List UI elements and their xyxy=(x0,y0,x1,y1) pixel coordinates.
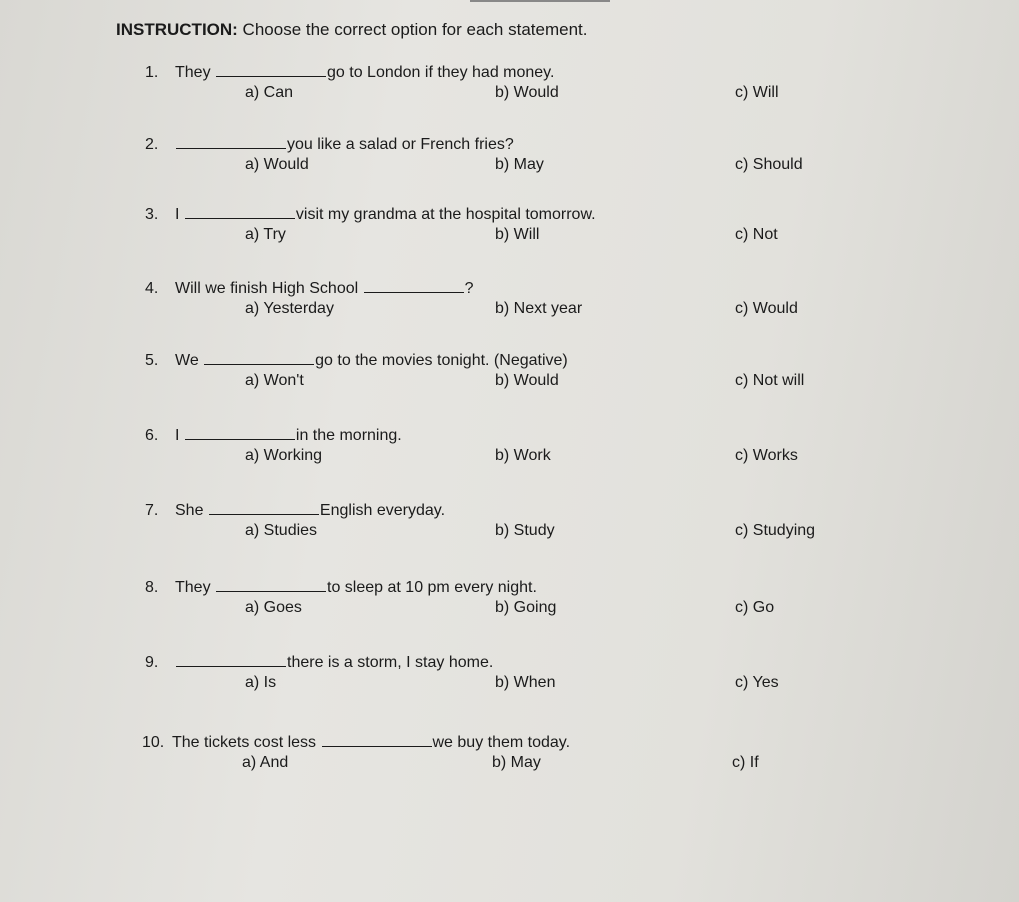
option-b[interactable]: b) Work xyxy=(495,447,551,464)
instruction-label: INSTRUCTION: xyxy=(116,20,238,39)
option-a[interactable]: a) Working xyxy=(245,447,323,464)
question-number: 2. xyxy=(145,136,159,153)
option-b[interactable]: b) When xyxy=(495,674,556,691)
page-top-edge xyxy=(470,0,610,2)
instruction xyxy=(116,20,587,40)
question-stem xyxy=(145,62,554,82)
question-7 xyxy=(145,500,905,550)
stem-before: The tickets cost less xyxy=(172,734,321,751)
option-c[interactable]: c) Yes xyxy=(735,674,779,691)
question-number: 6. xyxy=(145,427,159,444)
option-a[interactable]: a) Studies xyxy=(245,522,318,539)
stem-after: you like a salad or French fries? xyxy=(287,136,514,153)
question-stem xyxy=(145,652,493,672)
option-a[interactable]: a) Try xyxy=(245,226,286,243)
stem-before: Will we finish High School xyxy=(175,280,363,297)
answer-blank[interactable] xyxy=(204,350,314,365)
option-b[interactable]: b) May xyxy=(492,754,541,771)
option-a[interactable]: a) Is xyxy=(245,674,277,691)
question-stem xyxy=(145,278,474,298)
question-stem xyxy=(145,350,568,370)
question-3 xyxy=(145,204,905,254)
option-c[interactable]: c) Will xyxy=(735,84,779,101)
option-a[interactable]: a) And xyxy=(242,754,289,771)
option-c[interactable]: c) Go xyxy=(735,599,775,616)
stem-after: visit my grandma at the hospital tomorrow. xyxy=(295,206,596,223)
question-9 xyxy=(145,652,905,702)
option-b[interactable]: b) Would xyxy=(495,372,559,389)
option-c[interactable]: c) Would xyxy=(735,300,798,317)
answer-blank[interactable] xyxy=(176,652,286,667)
stem-before: We xyxy=(175,352,204,369)
question-stem xyxy=(145,425,402,445)
answer-blank[interactable] xyxy=(209,500,319,515)
stem-before: I xyxy=(175,206,184,223)
answer-blank[interactable] xyxy=(185,204,295,219)
stem-after: English everyday. xyxy=(319,502,446,519)
question-stem xyxy=(145,134,514,154)
stem-after: go to London if they had money. xyxy=(327,64,555,81)
stem-before: They xyxy=(175,64,216,81)
question-2 xyxy=(145,134,905,184)
option-c[interactable]: c) If xyxy=(732,754,759,771)
question-number: 9. xyxy=(145,654,159,671)
option-c[interactable]: c) Not xyxy=(735,226,778,243)
option-b[interactable]: b) Would xyxy=(495,84,559,101)
answer-blank[interactable] xyxy=(185,425,295,440)
stem-after: there is a storm, I stay home. xyxy=(287,654,494,671)
question-stem xyxy=(145,204,596,224)
option-c[interactable]: c) Works xyxy=(735,447,798,464)
stem-after: to sleep at 10 pm every night. xyxy=(327,579,537,596)
question-stem xyxy=(145,500,445,520)
option-a[interactable]: a) Can xyxy=(245,84,294,101)
question-number: 5. xyxy=(145,352,159,369)
option-a[interactable]: a) Would xyxy=(245,156,309,173)
stem-after: ? xyxy=(464,280,474,297)
question-number: 1. xyxy=(145,64,159,81)
stem-after: go to the movies tonight. (Negative) xyxy=(315,352,568,369)
answer-blank[interactable] xyxy=(176,134,286,149)
answer-blank[interactable] xyxy=(216,62,326,77)
question-stem xyxy=(142,732,570,752)
option-b[interactable]: b) Next year xyxy=(495,300,583,317)
option-b[interactable]: b) Will xyxy=(495,226,540,243)
option-a[interactable]: a) Yesterday xyxy=(245,300,334,317)
instruction-text: Choose the correct option for each statement. xyxy=(237,20,588,39)
answer-blank[interactable] xyxy=(216,577,326,592)
stem-after: in the morning. xyxy=(295,427,402,444)
option-b[interactable]: b) Study xyxy=(495,522,555,539)
question-number: 4. xyxy=(145,280,159,297)
option-c[interactable]: c) Should xyxy=(735,156,803,173)
question-number: 8. xyxy=(145,579,159,596)
question-number: 3. xyxy=(145,206,159,223)
option-c[interactable]: c) Studying xyxy=(735,522,816,539)
stem-after: we buy them today. xyxy=(432,734,571,751)
option-a[interactable]: a) Goes xyxy=(245,599,302,616)
stem-before: I xyxy=(175,427,184,444)
option-b[interactable]: b) Going xyxy=(495,599,557,616)
question-8 xyxy=(145,577,905,627)
option-c[interactable]: c) Not will xyxy=(735,372,805,389)
question-1 xyxy=(145,62,905,112)
question-5 xyxy=(145,350,905,400)
stem-before: They xyxy=(175,579,216,596)
stem-before: She xyxy=(175,502,208,519)
option-b[interactable]: b) May xyxy=(495,156,544,173)
answer-blank[interactable] xyxy=(364,278,464,293)
question-10 xyxy=(142,732,902,782)
question-stem xyxy=(145,577,537,597)
option-a[interactable]: a) Won't xyxy=(245,372,304,389)
question-6 xyxy=(145,425,905,475)
question-4 xyxy=(145,278,905,328)
question-number: 10. xyxy=(142,734,165,751)
question-number: 7. xyxy=(145,502,159,519)
answer-blank[interactable] xyxy=(322,732,432,747)
